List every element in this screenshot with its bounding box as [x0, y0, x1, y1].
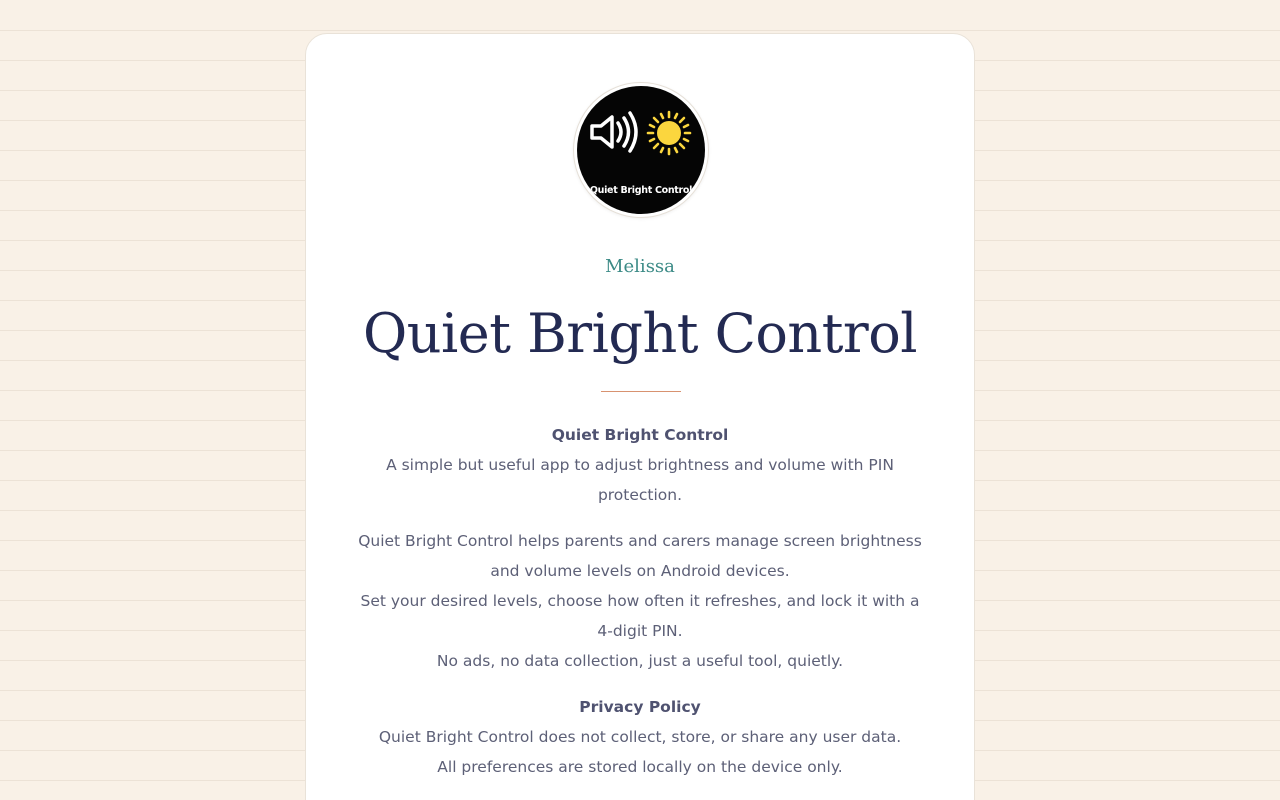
privacy-line: All preferences are stored locally on the device only. [437, 758, 843, 776]
intro-section [354, 420, 926, 510]
privacy-heading: Privacy Policy [579, 698, 701, 716]
app-logo [573, 82, 709, 218]
privacy-section [354, 692, 926, 782]
description-line: No ads, no data collection, just a useful tool, quietly. [436, 652, 844, 670]
sun-icon [648, 112, 690, 154]
main-card [305, 33, 975, 800]
intro-text: A simple but useful app to adjust brightness and volume with PIN protection. [386, 456, 894, 504]
page-content [354, 420, 926, 798]
author-name: Melissa [605, 256, 675, 277]
title-divider [601, 391, 681, 392]
description-line: Set your desired levels, choose how often it refreshes, and lock it with a 4-digit PIN. [360, 592, 920, 640]
description-line: Quiet Bright Control helps parents and carers manage screen brightness and volume levels on Android devices. [358, 532, 922, 580]
page-title: Quiet Bright Control [362, 302, 918, 365]
speaker-volume-icon [592, 113, 636, 151]
logo-text: Quiet Bright Control [589, 185, 693, 196]
intro-heading: Quiet Bright Control [551, 426, 729, 444]
description-section [354, 526, 926, 676]
logo-badge [577, 86, 705, 214]
privacy-line: Quiet Bright Control does not collect, store, or share any user data. [378, 728, 902, 746]
